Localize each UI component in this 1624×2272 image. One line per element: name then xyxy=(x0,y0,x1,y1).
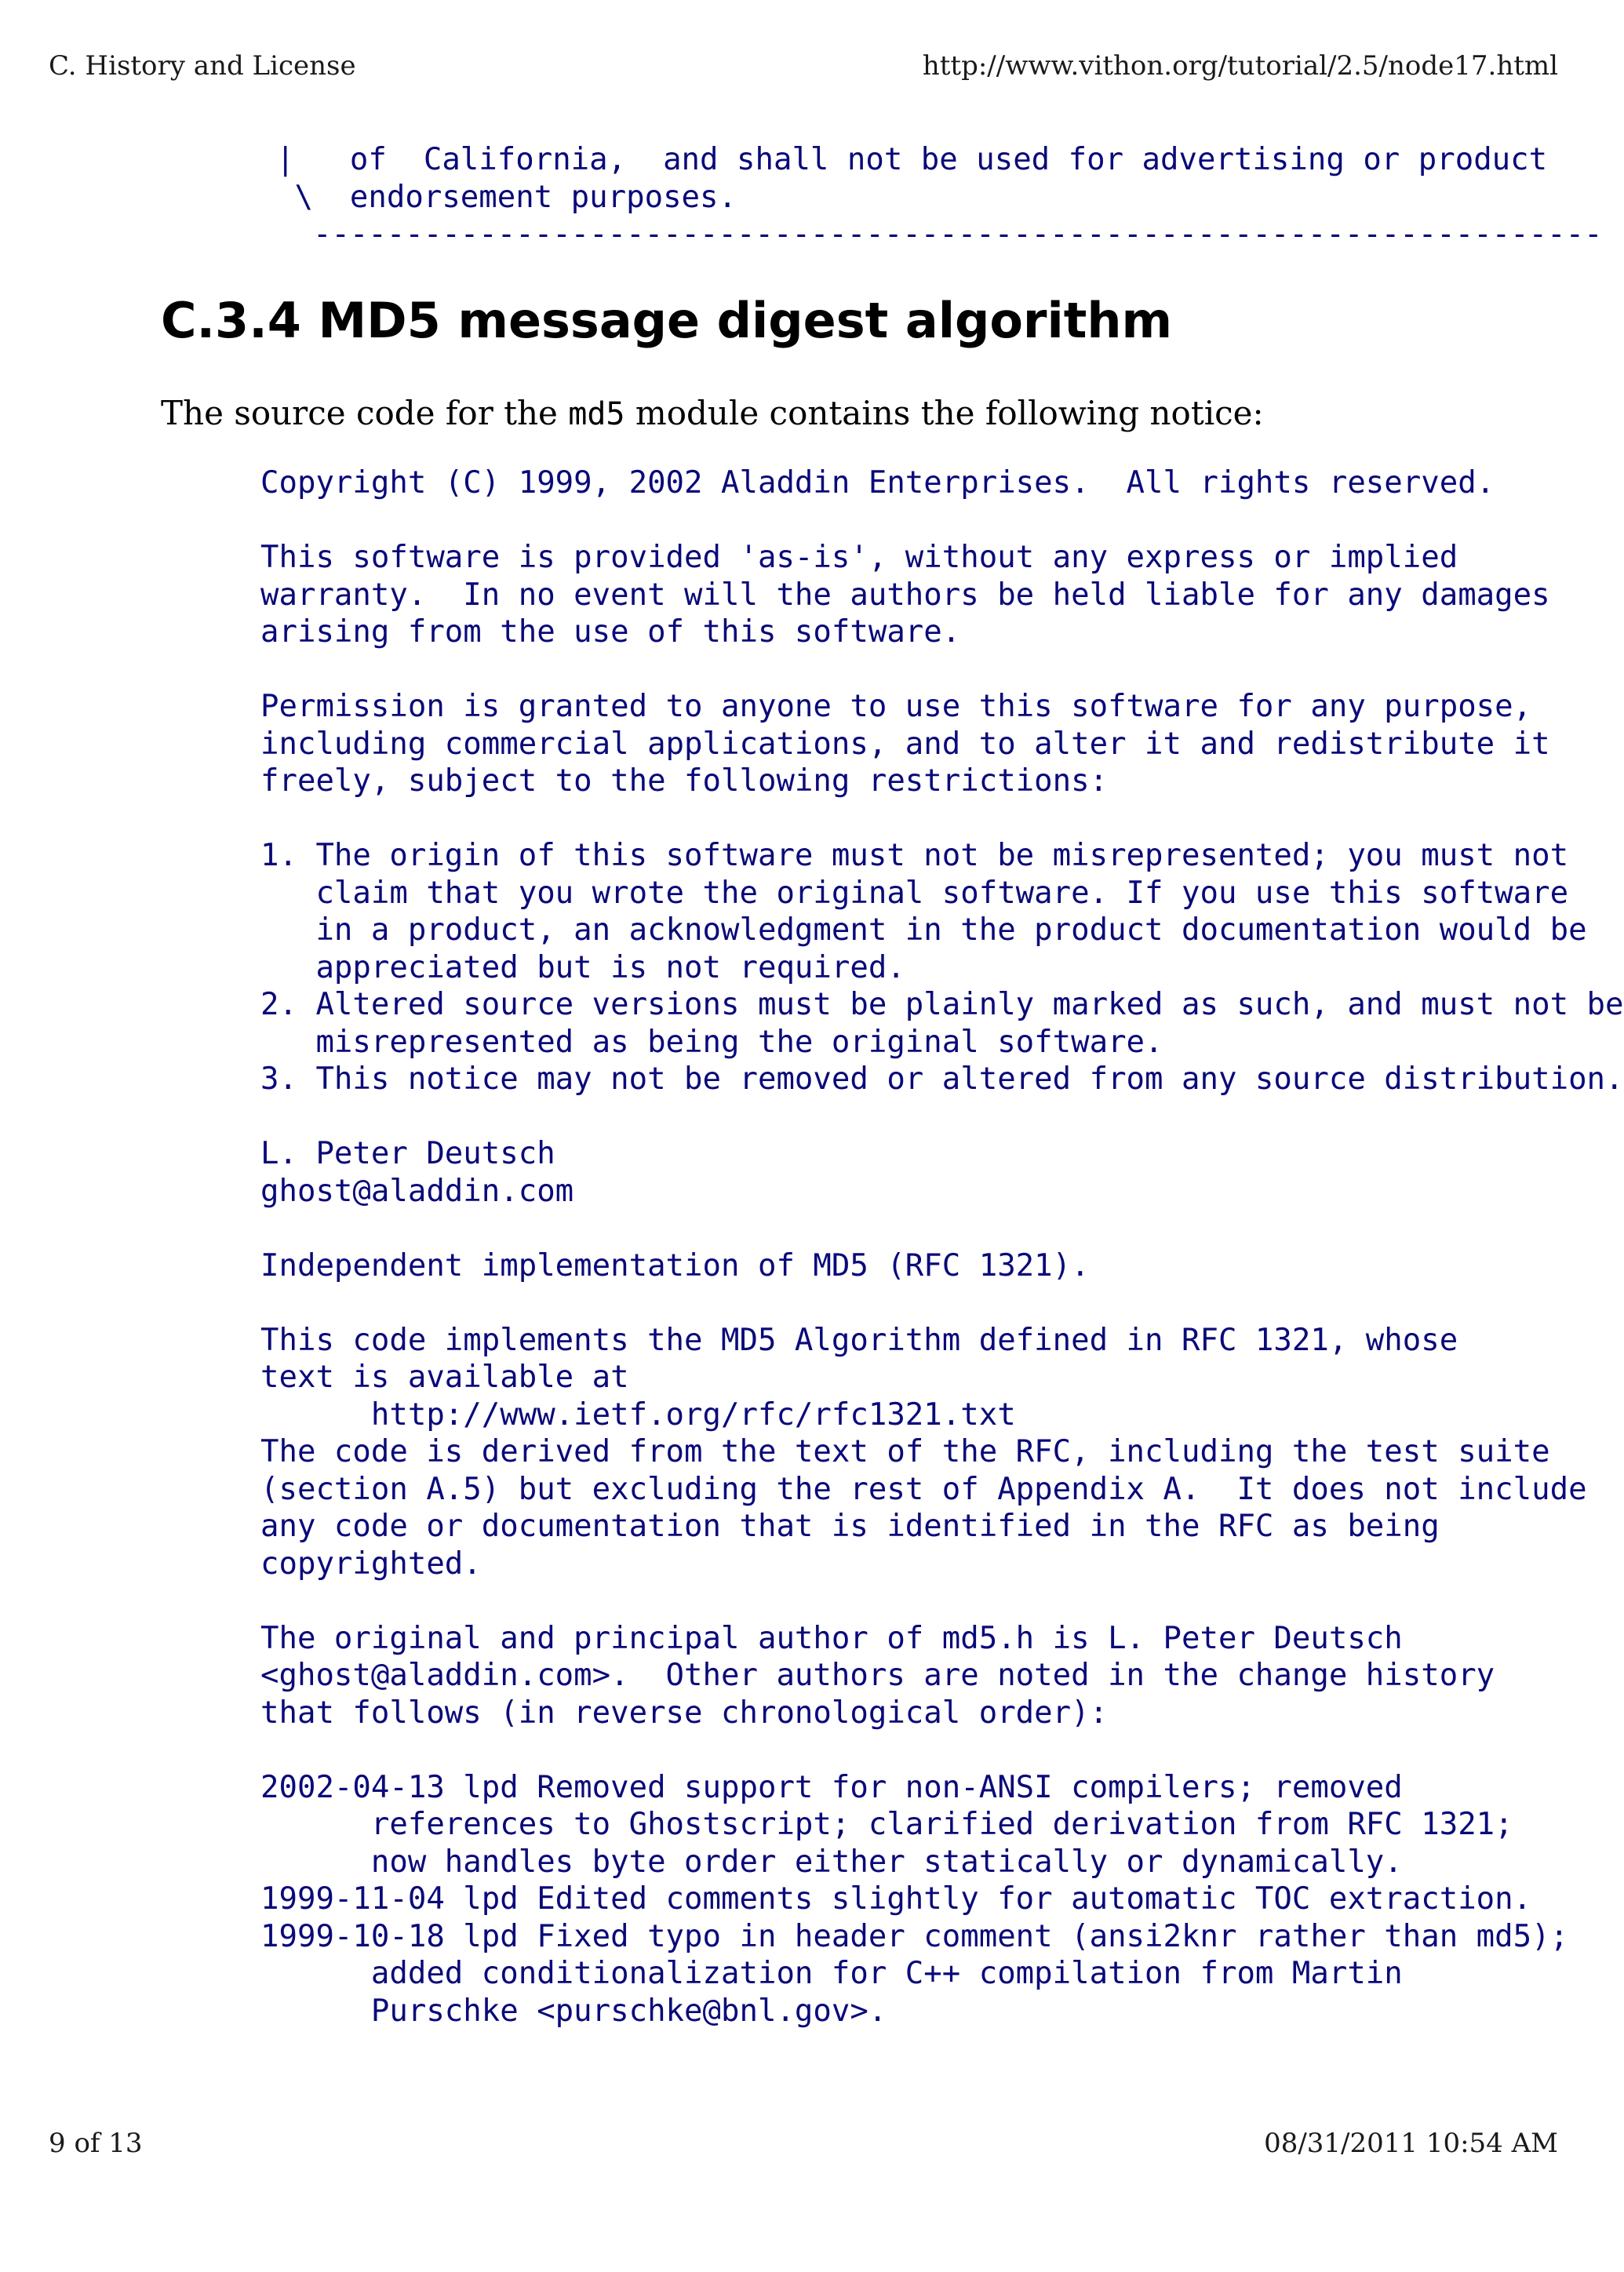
page-header xyxy=(49,50,1558,82)
page-number: 9 of 13 xyxy=(49,2128,143,2159)
module-name-code: md5 xyxy=(568,396,625,432)
section-intro xyxy=(161,394,1264,432)
page-footer xyxy=(49,2128,1558,2159)
print-timestamp: 08/31/2011 10:54 AM xyxy=(1264,2128,1558,2159)
header-url: http://www.vithon.org/tutorial/2.5/node17.html xyxy=(922,50,1558,82)
header-title: C. History and License xyxy=(49,50,356,82)
section-title: C.3.4 MD5 message digest algorithm xyxy=(161,292,1173,349)
license-fragment-code: | of California, and shall not be used for advertising or product \ endorsement purposes. ---------------------------------------------------------------------- xyxy=(276,142,1603,252)
intro-text-before: The source code for the xyxy=(161,394,569,432)
intro-text-after: module contains the following notice: xyxy=(624,394,1264,432)
md5-notice-code: Copyright (C) 1999, 2002 Aladdin Enterprises. All rights reserved. This software is provided 'as-is', without any express or implied warranty. In no event will the authors be held liable for any damages arising from the use of this software. Permission is granted to anyone to use this software for any purpose, including commercial applications, and to alter it and redistribute it freely, subject to the following restrictions: 1. The origin of this software must not be misrepresented; you must not claim that you wrote the original software. If you use this software in a product, an acknowledgment in the product documentation would be appreciated but is not required. 2. Altered source versions must be plainly marked as such, and must not be misrepresented as being the original software. 3. This notice may not be removed or altered from any source distribution. L. Peter Deutsch ghost@aladdin.com Independent implementation of MD5 (RFC 1321). This code implements the MD5 Algorithm defined in RFC 1321, whose text is available at http://www.ietf.org/rfc/rfc1321.txt The code is derived from the text of the RFC, including the test suite (section A.5) but excluding the rest of Appendix A. It does not include any code or documentation that is identified in the RFC as being copyrighted. The original and principal author of md5.h is L. Peter Deutsch <ghost@aladdin.com>. Other authors are noted in the change history that follows (in reverse chronological order): 2002-04-13 lpd Removed support for non-ANSI compilers; removed references to Ghostscript; clarified derivation from RFC 1321; now handles byte order either statically or dynamically. 1999-11-04 lpd Edited comments slightly for automatic TOC extraction. 1999-10-18 lpd Fixed typo in header comment (ansi2knr rather than md5); added conditionalization for C++ compilation from Martin Purschke <purschke@bnl.gov>. xyxy=(260,465,1624,2029)
